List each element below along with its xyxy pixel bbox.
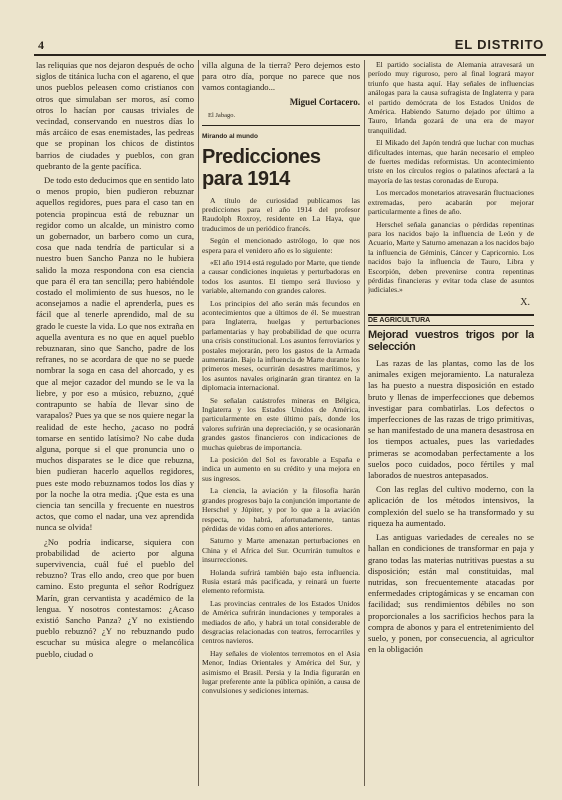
paragraph: La posición del Sol es favorable a España e indica un aumento en su crédito y una mejora en sus ingresos.	[202, 455, 360, 483]
paragraph: Los principios del año serán más fecundos en acontecimientos que a últimos de él. Se muestran para Inglaterra, huelgas y perturbaciones parlamentarias y hay probabilidad de que ocurra una crisis constitucional. Los asuntos ferroviarios y postales mejorarán, pero los gastos de la Armada aumentarán. Bajo la influencia de Marte durante los primeros meses, ocurrirán desastres marítimos, y los asuntos navales originarán gran tirantez en la diplomacia internacional.	[202, 298, 360, 393]
paragraph: La ciencia, la aviación y la filosofía harán grandes progresos bajo la conjunción importante de Herschel y Júpiter, y por lo que a la aviación respecta, no habrá, afortunadamente, tantas pérdidas de vidas como en años anteriores.	[202, 486, 360, 533]
article-continuation	[368, 60, 534, 295]
article-body	[368, 358, 534, 655]
paragraph: las reliquias que nos dejaron después de ocho siglos de titánica lucha con el agareno, el que unos pueblos peleasen como cristianos con otros que simulaban ser moros, así como otros lo hacían por causas triviales de vecindad, conservando en nuestros días lo más arcáico de esas enemistades, las pedreas que se propinan los chicos de distintos barrios de ciudades y pueblos, con gran quebranto de la gente pacífica.	[36, 60, 194, 171]
paragraph: Según el mencionado astrólogo, lo que nos espera para el venidero año es lo siguiente:	[202, 236, 360, 255]
page-number: 4	[38, 38, 44, 52]
column-divider	[198, 60, 199, 786]
paragraph: Herschel señala ganancias o pérdidas repentinas para los nacidos bajo la influencia de León y de Acuario, Marte y Saturno amenazan a los nacidos bajo la influencia de Géminis, Cáncer y Capricornio. Los nacidos bajo la influencia de Tauro, Libra y Escorpión, deben prevenirse contra repentinas pérdidas financieras y evitar toda clase de asuntos judiciales.»	[368, 219, 534, 295]
paragraph: El Mikado del Japón tendrá que luchar con muchas dificultades internas, que harán necesario el empleo de fuertes medidas reformistas. Un acontecimiento triste en los círculos regios o palatinos afectará a la mayoría de las testas coronadas de Europa.	[368, 138, 534, 185]
paragraph: Se señalan catástrofes mineras en Bélgica, Inglaterra y los Estados Unidos de América, particularmente en este último país, donde los valores sufrirán una depreciación, y se ocasionarán grandes gastos financieros con indicaciones de muchas quiebras de importancia.	[202, 395, 360, 452]
article-title: Mejorad vuestros trigos por la selección	[368, 329, 534, 354]
column-3	[368, 60, 534, 790]
column-1	[36, 60, 194, 790]
section-label: DE AGRICULTURA	[368, 314, 534, 326]
column-divider	[364, 60, 365, 786]
paragraph: Saturno y Marte amenazan perturbaciones en China y el Africa del Sur. Ocurrirán tumultos e insurrecciones.	[202, 536, 360, 565]
article-author: Miguel Cortacero.	[289, 96, 360, 107]
article-title: Predicciones para 1914	[202, 145, 321, 190]
header-rule	[34, 54, 546, 56]
section-label: Mirando al mundo	[202, 133, 258, 141]
newspaper-title: EL DISTRITO	[454, 37, 544, 52]
paragraph: Las razas de las plantas, como las de los animales exigen mejoramiento. La naturaleza las ha puesto a nuestra disposición en estado bruto y llenas de imperfecciones que debemos investigar para combatirlas. Los defectos o imperfecciones de las razas de trigo primitivas, se han manifestado de una manera desastrosa en los tiempos actuales, pues las variedades primeras se acomodaban perfectamente a los suelos poco cuidados, poco fértiles y mal laborados de nuestros antepasados.	[368, 358, 534, 481]
paragraph: villa alguna de la tierra? Pero dejemos esto para otro día, porque no parece que nos vamos contagiando...	[202, 60, 360, 93]
article-source: El Jabago.	[208, 111, 236, 119]
paragraph: ¿No podría indicarse, siquiera con probabilidad de acierto por alguna supervivencia, cuál fué el pueblo del rebuzno? Tras ello ando, creo que por buen camino. Esto pregunta el señor Rodríguez Marín, gran cervantista y académico de la lengua. Y nosotros contestamos: ¿Acaso existió Sancho Panza? ¿Y no existiendo pueblo rebuznó? ¿Y no rebuznando pudo escuchar su música alegre o melancólica pueblo, ciudad o	[36, 536, 194, 659]
paragraph: De todo esto deducimos que en sentido lato o menos propio, bien pudieron rebuznar aquellos regidores, pues para el caso tan en potencia propincua está de rebuznar un regidor como un alcalde, un ministro como un gobernador, un barbero como un cura, cosa que nada tendría de particular si a nuestro buen Sancho Panza no le hubiera salido la moza respondona con esa ciencia que para él era tan sencilla; pero habiéndole costado el molimiento de sus huesos, no le aconsejamos a nadie el aprenderla, pues es fácil que al tenerle aprendido, mal de su grado le cueste la vida. Lo que nos extraña en aquella aventura es no que en aquel pueblo rebuznaran, sino que Sancho, padre de los refranes, no se acordara de que no se puede nombrar la soga en casa del ahorcado, y es que al mejor cazador del mundo se le va la liebre, y por eso a músico, rebuzno, ¿qué contrapunto se había de llevar sino de varapalos? Pues ya que se nos quiere negar la realidad de este hecho, ¿acaso no podrá tomarse en sentido latísimo? No cabe duda alguna, porque si el que pronuncia uno o muchos disparates se le dice que rebuzna, bien pudieran hacerlo aquellos regidores, pues este modo rebuznamos todos los días y por la noche la otra media. ¡Que esta es una ciencia tan sencilla y frecuente en nuestros actos, que como el nadar, una vez aprendida nunca se olvida!	[36, 175, 194, 533]
article-body	[202, 196, 360, 696]
paragraph: El partido socialista de Alemania atravesará un período muy riguroso, pero al final logrará mayor triunfo que hasta aquí. Hay señales de influencias análogas para la causa sufragista de Inglaterra y para el partido demócrata de los Estados Unidos de América. Habiendo Saturno dejado por último a Tauro, Irlanda gozará de una era de mayor tranquilidad.	[368, 60, 534, 135]
paragraph: Hay señales de violentos terremotos en el Asia Menor, Indias Orientales y América del Sur, y asimismo el Brasil. Persia y la India figurarán en lugar preferente ante la pública opinión, a causa de convulsiones y sediciones internas.	[202, 648, 360, 696]
paragraph: Los mercados monetarios atravesarán fluctuaciones extremadas, pero acabarán por mejorar particularmente a fines de año.	[368, 188, 534, 217]
column-2	[202, 60, 360, 790]
paragraph: Las provincias centrales de los Estados Unidos de América sufrirán inundaciones y temporales a mediados de año, y habrá un total considerable de desgracias relacionadas con teatros, ferrocarriles y centros navieros.	[202, 598, 360, 646]
paragraph: A título de curiosidad publicamos las predicciones para el año 1914 del profesor Raudolph Roxroy, residente en La Haya, que traducimos de un periódico francés.	[202, 195, 360, 233]
paragraph: Las antiguas variedades de cereales no se hallan en condiciones de transformar en paja y grano todas las materias nutritivas puestas a su disposición; están mal constituidas, mal nutridas, son frecuentemente atacadas por enfermedades criptogámicas y se encaman con facilidad; sus rendimientos débiles no son proporcionales a los sacrificios hechos para la compra de abonos y para el entretenimiento del suelo, y ponen, por consecuencia, al agricultor en la obligación	[368, 532, 534, 655]
paragraph: Holanda sufrirá también bajo esta influencia. Rusia estará más pacificada, y reinará un fuerte elemento reformista.	[202, 567, 360, 596]
article-end-mark: X.	[520, 296, 530, 308]
article-separator	[202, 125, 360, 126]
paragraph: «El año 1914 está regulado por Marte, que tiende a causar condiciones inquietas y perturbadoras en todos los asuntos. El tiempo será lluvioso y variable, alternando con grandes calores.	[202, 257, 360, 296]
paragraph: Con las reglas del cultivo moderno, con la aplicación de los métodos intensivos, la complexión del suelo se ha transformado y su riqueza ha aumentado.	[368, 484, 534, 528]
